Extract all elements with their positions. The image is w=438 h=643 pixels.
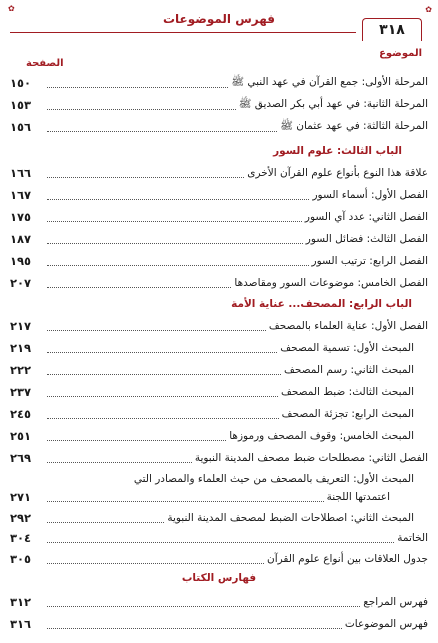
- toc-entry[interactable]: [10, 527, 428, 549]
- entry-page: ١٨٧: [10, 232, 32, 246]
- leader-dots: [47, 87, 228, 88]
- entry-label: فهرس الموضوعات: [344, 618, 428, 630]
- section-heading: الباب الثالث: علوم السور: [273, 145, 402, 157]
- entry-label: المبحث الرابع: تجزئة المصحف: [281, 408, 414, 420]
- topic-column-header: الموضوع: [379, 48, 422, 59]
- entry-page: ٣١٢: [10, 595, 32, 609]
- entry-label: علاقة هذا النوع بأنواع علوم القرآن الأخرى: [247, 167, 428, 179]
- leader-dots: [47, 628, 342, 629]
- toc-entry[interactable]: [10, 447, 428, 469]
- entry-page: ٣٠٥: [10, 552, 32, 566]
- entry-label: الخاتمة: [397, 532, 428, 544]
- entry-label: جدول العلاقات بين أنواع علوم القرآن: [267, 553, 428, 565]
- toc-entry[interactable]: [10, 116, 428, 138]
- section-heading: فهارس الكتاب: [181, 572, 257, 584]
- toc-entry[interactable]: [10, 72, 428, 94]
- leader-dots: [47, 522, 164, 523]
- entry-label: اعتمدتها اللجنة: [326, 491, 390, 503]
- leader-dots: [47, 287, 231, 288]
- entry-label: المرحلة الأولى: جمع القرآن في عهد النبي ﷺ: [231, 75, 428, 88]
- column-headers: [10, 46, 428, 69]
- toc-entry[interactable]: [10, 94, 428, 116]
- leader-dots: [47, 374, 281, 375]
- leader-dots: [47, 606, 360, 607]
- entry-label: الفصل الرابع: ترتيب السور: [311, 255, 428, 267]
- entry-page: ٢٣٧: [10, 385, 32, 399]
- toc-entry[interactable]: [10, 548, 428, 570]
- toc-entry[interactable]: [10, 337, 414, 359]
- leader-dots: [47, 243, 303, 244]
- leader-dots: [47, 265, 309, 266]
- section-heading: الباب الرابع: المصحف... عناية الأمة: [231, 298, 412, 310]
- leader-dots: [47, 109, 236, 110]
- entry-label: المرحلة الثانية: في عهد أبي بكر الصديق ﷺ: [238, 97, 428, 110]
- leader-dots: [47, 563, 264, 564]
- entry-page: ١٦٦: [10, 166, 32, 180]
- page-number: ٣١٨: [379, 22, 405, 38]
- entry-page: ١٩٥: [10, 254, 32, 268]
- leader-dots: [47, 330, 266, 331]
- page-column-header: الصفحة: [26, 58, 64, 69]
- header-rule: [10, 32, 356, 33]
- ornament-icon: ✿: [8, 4, 15, 13]
- leader-dots: [47, 542, 394, 543]
- entry-label: الفصل الخامس: موضوعات السور ومقاصدها: [234, 277, 428, 289]
- leader-dots: [47, 177, 244, 178]
- leader-dots: [47, 131, 277, 132]
- entry-page: ١٧٥: [10, 210, 32, 224]
- entry-page: ٢٧١: [10, 490, 32, 504]
- entry-label: المبحث الخامس: وقوف المصحف ورموزها: [229, 430, 414, 442]
- entry-label: المبحث الثالث: ضبط المصحف: [281, 386, 414, 398]
- entry-label: الفصل الأول: أسماء السور: [312, 189, 428, 201]
- toc-entry[interactable]: [10, 507, 414, 529]
- leader-dots: [47, 199, 309, 200]
- entry-page: ٢٩٢: [10, 511, 32, 525]
- toc-entry[interactable]: [10, 250, 428, 272]
- toc-entry[interactable]: [10, 315, 428, 337]
- page-number-box: [362, 18, 422, 41]
- entry-page: ٢٦٩: [10, 451, 32, 465]
- entry-label: فهرس المراجع: [363, 596, 428, 608]
- entry-label: المرحلة الثالثة: في عهد عثمان ﷺ: [280, 119, 428, 132]
- entry-label: الفصل الثاني: مصطلحات ضبط مصحف المدينة النبوية: [194, 452, 428, 464]
- entry-page: ٣١٦: [10, 617, 32, 631]
- entry-label: المبحث الثاني: رسم المصحف: [284, 364, 414, 376]
- toc-entry[interactable]: [10, 425, 414, 447]
- entry-label: الفصل الأول: عناية العلماء بالمصحف: [268, 320, 428, 332]
- entry-page: ١٥٣: [10, 98, 32, 112]
- entry-page: ٣٠٤: [10, 531, 32, 545]
- toc-entry[interactable]: [10, 403, 414, 425]
- toc-entry[interactable]: [10, 184, 428, 206]
- entry-page: ٢١٧: [10, 319, 32, 333]
- leader-dots: [47, 418, 279, 419]
- entry-page: ٢٥١: [10, 429, 32, 443]
- entry-page: ١٥٠: [10, 76, 32, 90]
- leader-dots: [47, 501, 324, 502]
- entry-label: المبحث الثاني: اصطلاحات الضبط لمصحف المدينة النبوية: [167, 512, 414, 524]
- toc-entry[interactable]: [10, 381, 414, 403]
- toc-entry[interactable]: [10, 591, 428, 613]
- leader-dots: [47, 462, 192, 463]
- leader-dots: [47, 396, 278, 397]
- leader-dots: [47, 440, 226, 441]
- running-title: فهرس الموضوعات: [162, 12, 276, 26]
- toc-entry[interactable]: [10, 206, 428, 228]
- entry-label: الفصل الثالث: فضائل السور: [305, 233, 428, 245]
- entry-page: ١٦٧: [10, 188, 32, 202]
- toc-entry[interactable]: [10, 272, 428, 294]
- entry-label: المبحث الأول: التعريف بالمصحف من حيث العلماء والمصادر التي: [133, 473, 414, 485]
- leader-dots: [47, 352, 277, 353]
- entry-page: ٢٤٥: [10, 407, 32, 421]
- toc-entry[interactable]: [10, 228, 428, 250]
- toc-entry[interactable]: [10, 613, 428, 635]
- entry-page: ٢٢٢: [10, 363, 32, 377]
- toc-entry[interactable]: [10, 359, 414, 381]
- toc-entry[interactable]: [10, 486, 390, 508]
- leader-dots: [47, 221, 302, 222]
- entry-page: ٢١٩: [10, 341, 32, 355]
- entry-label: المبحث الأول: تسمية المصحف: [280, 342, 414, 354]
- entry-page: ٢٠٧: [10, 276, 32, 290]
- toc-entry[interactable]: [10, 162, 428, 184]
- entry-page: ١٥٦: [10, 120, 32, 134]
- page-header: [8, 2, 432, 40]
- ornament-icon: ✿: [425, 5, 432, 14]
- entry-label: الفصل الثاني: عدد آي السور: [304, 211, 428, 223]
